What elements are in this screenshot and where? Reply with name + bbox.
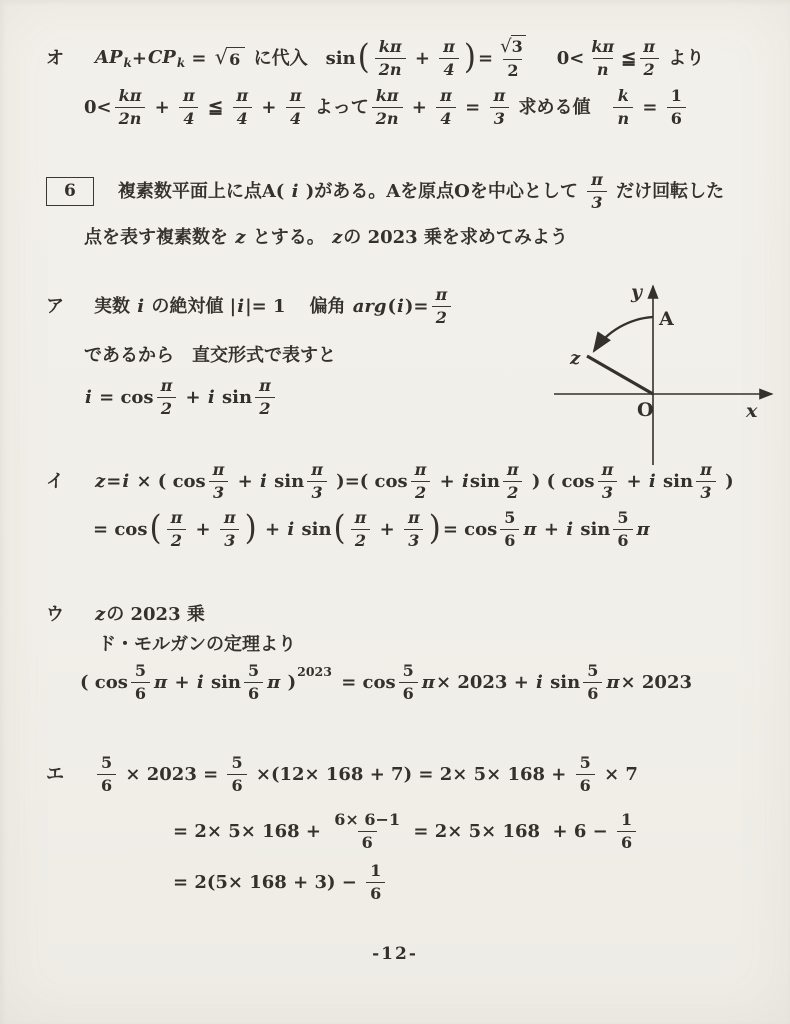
spacer bbox=[533, 58, 557, 59]
section-a-line-1 bbox=[46, 287, 454, 326]
subscript: k bbox=[176, 55, 186, 70]
section-label: オ bbox=[46, 47, 64, 69]
fraction bbox=[227, 755, 246, 794]
text-run: の 2023 乗 bbox=[106, 604, 205, 625]
text-run: ) ( cos bbox=[525, 470, 595, 492]
text-run: + bbox=[408, 47, 437, 69]
fraction-numerator: π bbox=[170, 508, 183, 527]
fraction-numerator: 5 bbox=[248, 661, 260, 680]
section-label: エ bbox=[46, 763, 64, 785]
fraction-numerator: π bbox=[435, 285, 448, 304]
fraction-numerator: π bbox=[311, 460, 323, 479]
fraction bbox=[583, 663, 602, 702]
fraction bbox=[439, 39, 459, 78]
square-root bbox=[215, 47, 246, 69]
section-label: イ bbox=[46, 470, 64, 492]
text-run: 0< bbox=[556, 47, 585, 69]
page-number: -12- bbox=[372, 944, 418, 964]
fraction-numerator: kπ bbox=[591, 37, 615, 56]
variable: π bbox=[421, 671, 435, 693]
fraction-numerator: kπ bbox=[118, 86, 142, 105]
text-run: + bbox=[537, 518, 566, 540]
fraction bbox=[613, 88, 633, 127]
text-run: )がある。Aを原点Oを中心として bbox=[299, 180, 585, 202]
text-run: ) bbox=[718, 470, 734, 492]
fraction-numerator: 1 bbox=[370, 861, 382, 880]
question-number-box: 6 bbox=[46, 177, 94, 206]
text-run: sin bbox=[543, 671, 581, 693]
fraction-denominator: 6 bbox=[667, 107, 686, 127]
x-axis-label: x bbox=[746, 400, 758, 422]
text-run: 直交形式で表すと bbox=[192, 345, 336, 366]
radicand: 6 bbox=[227, 47, 245, 69]
variable: i bbox=[207, 386, 215, 408]
text-run: sin bbox=[267, 470, 305, 492]
fraction bbox=[255, 378, 275, 417]
fraction-numerator: π bbox=[506, 460, 519, 479]
text-run: 複素数平面上に点A( bbox=[117, 180, 291, 202]
text-run: sin bbox=[295, 518, 332, 540]
section-label: ア bbox=[46, 295, 64, 317]
text-run: ド・モルガンの定理より bbox=[98, 634, 296, 655]
variable: z bbox=[95, 604, 106, 625]
variable: i bbox=[462, 470, 469, 492]
text-run: 実数 bbox=[94, 295, 137, 317]
fraction bbox=[307, 462, 327, 501]
text-run: 求める値 bbox=[512, 96, 591, 118]
sqrt-fraction bbox=[496, 38, 530, 79]
fraction-numerator: 5 bbox=[579, 753, 591, 772]
fraction bbox=[244, 663, 263, 702]
variable: z bbox=[235, 227, 246, 248]
fraction-numerator: π bbox=[643, 37, 655, 56]
text-run: sin bbox=[215, 386, 253, 408]
fraction bbox=[209, 462, 229, 501]
fraction bbox=[167, 510, 187, 549]
fraction bbox=[576, 755, 595, 794]
section-e-line-1 bbox=[46, 755, 638, 794]
fraction bbox=[375, 39, 406, 78]
fraction bbox=[587, 172, 607, 211]
oz-segment bbox=[587, 356, 653, 394]
text-run: の 2023 乗を求めてみよう bbox=[343, 227, 568, 248]
fraction bbox=[404, 510, 424, 549]
fraction bbox=[115, 88, 146, 127]
subscripted-term bbox=[147, 47, 185, 70]
fraction-numerator: 5 bbox=[402, 661, 414, 680]
fraction-denominator: 4 bbox=[436, 107, 455, 127]
fraction-denominator: n bbox=[593, 58, 613, 78]
text-run: + bbox=[179, 386, 207, 408]
text-run: = cos bbox=[334, 671, 396, 693]
fraction-numerator: π bbox=[700, 460, 712, 479]
fraction-denominator: 3 bbox=[220, 529, 239, 549]
fraction-numerator: π bbox=[601, 460, 614, 479]
fraction bbox=[639, 39, 659, 78]
y-axis-label: y bbox=[631, 281, 643, 303]
text-run: = bbox=[478, 47, 494, 69]
text-run: + bbox=[189, 518, 217, 540]
fraction-denominator: 3 bbox=[404, 529, 423, 549]
text-run: に代入 bbox=[247, 47, 308, 69]
variable: i bbox=[260, 470, 267, 492]
text-run: × ( cos bbox=[130, 470, 206, 492]
text-run: ( cos bbox=[80, 671, 128, 693]
fraction-numerator: 6× 6−1 bbox=[334, 810, 401, 829]
text-run: + bbox=[433, 470, 461, 492]
variable: π bbox=[267, 671, 281, 693]
fraction bbox=[399, 663, 418, 702]
text-run: = bbox=[185, 47, 213, 69]
text-run: + bbox=[148, 96, 177, 118]
fraction-denominator: 2 bbox=[411, 481, 430, 501]
fraction-denominator: 4 bbox=[286, 107, 305, 127]
radical-sign: √ bbox=[500, 36, 512, 57]
fraction bbox=[617, 812, 636, 851]
text-run: ( bbox=[387, 295, 397, 317]
text-run: × 7 bbox=[597, 763, 638, 785]
fraction-numerator: π bbox=[443, 37, 455, 56]
fraction-denominator: n bbox=[613, 107, 633, 127]
text-run: sin bbox=[656, 470, 694, 492]
fraction-denominator: 3 bbox=[490, 107, 509, 127]
text-run: = bbox=[636, 96, 664, 118]
fraction-numerator: π bbox=[493, 86, 506, 105]
section-u-line-2 bbox=[98, 634, 296, 656]
spacer bbox=[174, 355, 192, 356]
fraction-numerator: kπ bbox=[378, 37, 402, 56]
text-run: ≦ bbox=[621, 47, 637, 69]
point-z-label: z bbox=[570, 348, 581, 369]
fraction bbox=[500, 510, 519, 549]
fraction-numerator: 5 bbox=[617, 508, 629, 527]
text-run: + bbox=[255, 96, 283, 118]
fraction-numerator: π bbox=[591, 170, 603, 189]
text-run: + bbox=[258, 518, 287, 540]
fraction-denominator: 2n bbox=[372, 107, 403, 127]
fraction-numerator: 5 bbox=[101, 753, 113, 772]
fraction-denominator: 6 bbox=[617, 831, 636, 851]
fraction-denominator: 2 bbox=[640, 58, 659, 78]
fraction-denominator: 6 bbox=[576, 774, 595, 794]
section-e-line-2 bbox=[173, 812, 639, 851]
rotation-arc bbox=[594, 317, 653, 351]
text-run: = 2× 5× 168 + bbox=[173, 820, 328, 842]
fraction bbox=[411, 462, 431, 501]
fraction-numerator: 5 bbox=[587, 661, 599, 680]
fraction-denominator: 3 bbox=[307, 481, 326, 501]
variable: i bbox=[648, 470, 656, 492]
text-run: = bbox=[458, 96, 487, 118]
radicand: 3 bbox=[511, 35, 526, 56]
text-run: × 2023 = bbox=[119, 763, 225, 785]
fraction-numerator: π bbox=[440, 86, 452, 105]
text-run: より bbox=[661, 47, 705, 69]
fraction bbox=[436, 88, 456, 127]
fraction-numerator: π bbox=[183, 86, 195, 105]
fraction-denominator: 4 bbox=[439, 58, 458, 78]
fraction-numerator: π bbox=[212, 460, 225, 479]
section-o-line-1 bbox=[46, 38, 704, 79]
text-run: = cos bbox=[93, 518, 148, 540]
fraction-numerator: kπ bbox=[375, 86, 399, 105]
text-run: )=( cos bbox=[329, 470, 408, 492]
fraction-numerator: π bbox=[407, 508, 420, 527]
section-e-line-3 bbox=[173, 863, 388, 902]
fraction-denominator: 4 bbox=[179, 107, 198, 127]
subscripted-term bbox=[94, 47, 132, 70]
variable: i bbox=[85, 386, 92, 408]
variable: i bbox=[196, 671, 204, 693]
text-run: とする。 bbox=[246, 227, 332, 248]
variable: i bbox=[122, 470, 130, 492]
fraction bbox=[97, 755, 116, 794]
section-label: ウ bbox=[46, 604, 64, 625]
fraction bbox=[489, 88, 509, 127]
variable: i bbox=[397, 295, 404, 317]
big-paren: ) bbox=[463, 36, 476, 77]
fraction-numerator: π bbox=[414, 460, 427, 479]
text-run: であるから bbox=[84, 345, 174, 366]
fraction-denominator: 2 bbox=[167, 529, 186, 549]
section-u-line-3 bbox=[80, 663, 692, 702]
variable: i bbox=[291, 180, 299, 202]
text-run: |= 1 bbox=[245, 295, 286, 317]
fraction-denominator: 3 bbox=[696, 481, 715, 501]
fraction-denominator: 2 bbox=[255, 397, 274, 417]
fraction-numerator: 5 bbox=[504, 508, 516, 527]
text-run: 偏角 bbox=[309, 295, 352, 317]
big-paren: ( bbox=[357, 36, 370, 77]
fraction-denominator: 6 bbox=[399, 682, 418, 702]
fraction bbox=[330, 812, 404, 851]
text-run: 点を表す複素数を bbox=[84, 227, 235, 248]
text-run: = 2(5× 168 + 3) − bbox=[173, 871, 364, 893]
text-run: + bbox=[405, 96, 434, 118]
fraction bbox=[613, 510, 632, 549]
text-run: + bbox=[620, 470, 648, 492]
text-run: ×(12× 168 + 7) = 2× 5× 168 + bbox=[249, 763, 573, 785]
text-run: × 2023 + bbox=[435, 671, 536, 693]
fraction-numerator: 5 bbox=[134, 661, 147, 680]
text-run: = cos bbox=[92, 386, 154, 408]
fraction bbox=[351, 510, 371, 549]
text-run: だけ回転した bbox=[609, 180, 725, 202]
variable: π bbox=[606, 671, 620, 693]
fraction-denominator: 6 bbox=[500, 529, 519, 549]
fraction-denominator: 2n bbox=[375, 58, 406, 78]
fraction bbox=[366, 863, 385, 902]
fraction bbox=[503, 462, 523, 501]
origin-label: O bbox=[637, 399, 654, 421]
fraction-denominator: 6 bbox=[244, 682, 263, 702]
big-paren: ) bbox=[428, 507, 441, 548]
text-run: = 2× 5× 168 + 6 − bbox=[407, 820, 615, 842]
fraction-denominator: 2 bbox=[503, 59, 522, 79]
superscript-exponent: 2023 bbox=[297, 664, 332, 679]
variable: z bbox=[95, 470, 106, 492]
radical-sign: √ bbox=[214, 45, 229, 70]
fraction bbox=[232, 88, 252, 127]
fraction-denominator: 6 bbox=[131, 682, 150, 702]
text-run: + bbox=[373, 518, 401, 540]
fraction-denominator: 2 bbox=[503, 481, 522, 501]
section-a-line-3 bbox=[84, 378, 278, 417]
fraction-denominator: 3 bbox=[209, 481, 228, 501]
fraction bbox=[131, 663, 150, 702]
fraction-numerator: π bbox=[259, 376, 271, 395]
text-run: sin bbox=[574, 518, 611, 540]
text-run: sin bbox=[204, 671, 242, 693]
fraction-numerator bbox=[496, 38, 530, 59]
fraction bbox=[286, 88, 306, 127]
fraction-numerator: π bbox=[289, 86, 302, 105]
text-run: ≦ bbox=[201, 96, 230, 118]
fraction-numerator: k bbox=[617, 86, 629, 105]
fraction-numerator: π bbox=[236, 86, 249, 105]
fraction-numerator: 5 bbox=[231, 753, 243, 772]
section-i-line-2 bbox=[93, 507, 651, 550]
text-run: sin bbox=[325, 47, 356, 69]
variable: z bbox=[332, 227, 343, 248]
variable: i bbox=[536, 671, 543, 693]
fraction-denominator: 3 bbox=[598, 481, 617, 501]
fraction bbox=[587, 39, 618, 78]
spacer bbox=[285, 306, 309, 307]
fraction-denominator: 6 bbox=[227, 774, 246, 794]
variable: arg bbox=[352, 295, 387, 317]
fraction-denominator: 6 bbox=[97, 774, 116, 794]
subscript-base: CP bbox=[147, 46, 176, 68]
fraction-denominator: 6 bbox=[613, 529, 632, 549]
text-run: × 2023 bbox=[620, 671, 692, 693]
variable: i bbox=[287, 518, 295, 540]
fraction bbox=[431, 287, 451, 326]
fraction bbox=[372, 88, 403, 127]
fraction-denominator: 2 bbox=[432, 306, 451, 326]
fraction bbox=[220, 510, 240, 549]
subscript-base: AP bbox=[95, 46, 123, 68]
spacer bbox=[590, 107, 610, 108]
text-run: + bbox=[231, 470, 260, 492]
variable: π bbox=[523, 518, 537, 540]
fraction-denominator: 4 bbox=[233, 107, 252, 127]
fraction-numerator: π bbox=[354, 508, 367, 527]
variable: π bbox=[636, 518, 650, 540]
fraction-denominator: 3 bbox=[587, 191, 606, 211]
text-run: 0< bbox=[84, 96, 112, 118]
fraction-denominator: 2 bbox=[157, 397, 176, 417]
text-run: = bbox=[106, 470, 122, 492]
variable: i bbox=[137, 295, 145, 317]
big-paren: ) bbox=[244, 507, 257, 548]
question-6-line-1 bbox=[46, 172, 724, 211]
text-run: よって bbox=[308, 96, 369, 118]
fraction-denominator: 2 bbox=[351, 529, 370, 549]
subscript: k bbox=[123, 55, 132, 70]
fraction bbox=[667, 88, 686, 127]
text-run: + bbox=[168, 671, 196, 693]
text-run: の絶対値 | bbox=[145, 295, 237, 317]
question-6-line-2 bbox=[84, 227, 568, 249]
variable: i bbox=[237, 295, 245, 317]
spacer bbox=[308, 58, 326, 59]
fraction-numerator: π bbox=[223, 508, 236, 527]
section-a-line-2 bbox=[84, 345, 336, 367]
fraction-denominator: 2n bbox=[115, 107, 146, 127]
section-o-line-2 bbox=[84, 88, 689, 127]
section-u-line-1 bbox=[46, 604, 205, 626]
fraction-numerator: 1 bbox=[670, 86, 682, 105]
big-paren: ( bbox=[149, 507, 162, 548]
text-run: sin bbox=[469, 470, 500, 492]
variable: π bbox=[154, 671, 168, 693]
text-run: )= bbox=[404, 295, 429, 317]
fraction bbox=[157, 378, 177, 417]
variable: i bbox=[566, 518, 574, 540]
complex-plane-diagram bbox=[532, 276, 788, 474]
text-run: + bbox=[131, 47, 147, 69]
text-run: ) bbox=[281, 671, 297, 693]
fraction-denominator: 6 bbox=[583, 682, 602, 702]
point-a-label: A bbox=[659, 308, 674, 330]
fraction-denominator: 6 bbox=[366, 882, 385, 902]
fraction-denominator: 6 bbox=[358, 831, 377, 851]
text-run: = cos bbox=[442, 518, 498, 540]
big-paren: ( bbox=[333, 507, 346, 548]
fraction-numerator: 1 bbox=[621, 810, 633, 829]
fraction bbox=[179, 88, 199, 127]
fraction-numerator: π bbox=[160, 376, 173, 395]
